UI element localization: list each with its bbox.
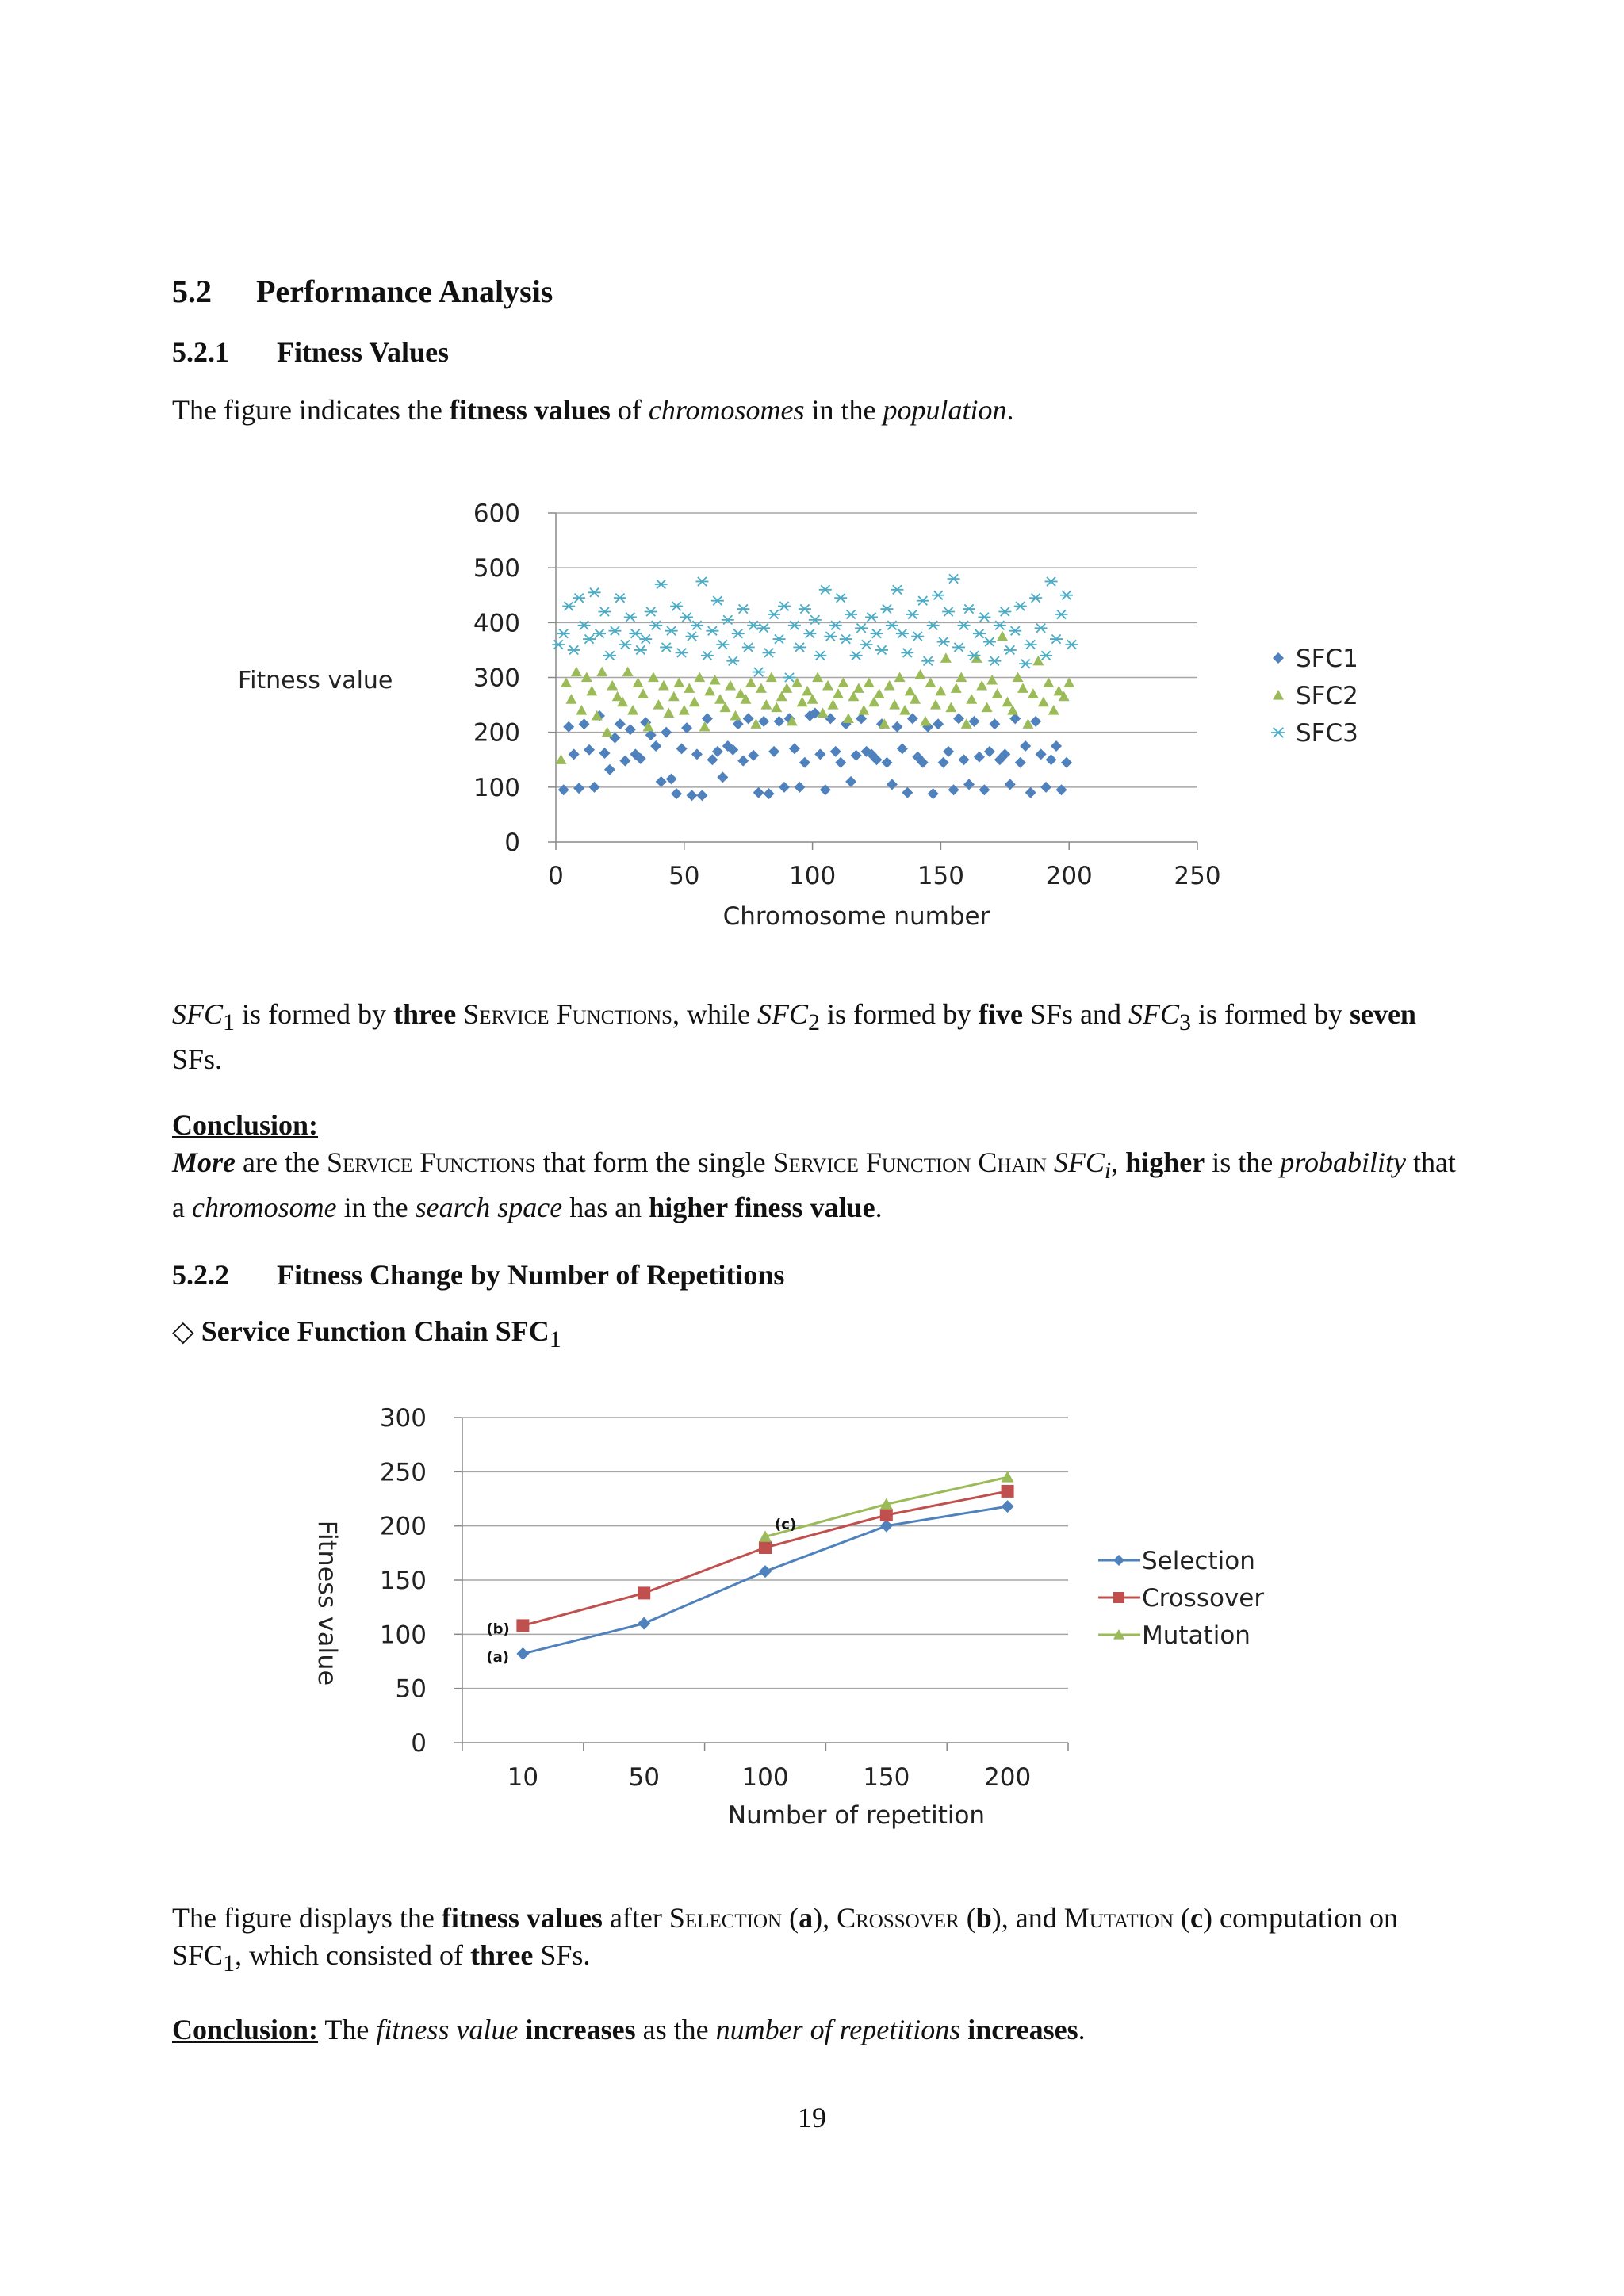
line-x-tick-label: 10 bbox=[507, 1763, 539, 1792]
line-y-tick-label: 300 bbox=[379, 1404, 427, 1433]
line-point bbox=[638, 1617, 650, 1630]
line-point bbox=[516, 1647, 529, 1660]
line-x-tick-label: 200 bbox=[984, 1763, 1032, 1792]
line-y-tick-label: 0 bbox=[411, 1729, 427, 1758]
conclusion-label: Conclusion: bbox=[172, 1109, 319, 1141]
page-number: 19 bbox=[798, 2102, 826, 2133]
subsection-number: 5.2.1 bbox=[172, 336, 229, 368]
conclusion-paragraph-2: Conclusion: The fitness value increases as the number of repetitions increases. bbox=[172, 2014, 1086, 2045]
scatter-y-tick-label: 600 bbox=[473, 499, 520, 528]
subsection-title: Fitness Change by Number of Repetitions bbox=[277, 1259, 785, 1291]
legend-label-mutation: Mutation bbox=[1142, 1621, 1251, 1650]
scatter-x-axis-label: Chromosome number bbox=[722, 902, 990, 931]
scatter-y-tick-label: 0 bbox=[504, 828, 520, 857]
legend-label-crossover: Crossover bbox=[1142, 1584, 1265, 1613]
scatter-x-tick-label: 150 bbox=[917, 862, 964, 890]
line-x-axis-label: Number of repetition bbox=[727, 1801, 986, 1830]
line-legend bbox=[1098, 1547, 1264, 1650]
subsection-number: 5.2.2 bbox=[172, 1259, 229, 1291]
legend-marker-crossover bbox=[1113, 1592, 1124, 1603]
line-x-tick-label: 100 bbox=[741, 1763, 789, 1792]
conclusion-label: Conclusion: bbox=[172, 2014, 319, 2045]
line-point bbox=[880, 1520, 893, 1533]
line-y-tick-label: 250 bbox=[379, 1458, 427, 1487]
legend-label-selection: Selection bbox=[1142, 1547, 1255, 1575]
figure2-description-paragraph: The figure displays the fitness values after Selection (a), Crossover (b), and Mutation (c) computation on $SFC_1$, which consisted of three SFs. bbox=[172, 1902, 1398, 1977]
scatter-y-tick-label: 100 bbox=[473, 773, 520, 802]
scatter-y-axis-label: Fitness value bbox=[238, 667, 393, 695]
legend-label-sfc1: SFC1 bbox=[1296, 645, 1358, 673]
line-y-axis-label: Fitness value bbox=[312, 1520, 343, 1686]
line-point bbox=[880, 1509, 893, 1521]
legend-label-sfc3: SFC3 bbox=[1296, 719, 1358, 748]
line-point bbox=[1002, 1500, 1014, 1513]
line-point bbox=[638, 1586, 650, 1599]
scatter-y-tick-label: 400 bbox=[473, 609, 520, 638]
conclusion-paragraph-1: Conclusion: More are the Service Functions that form the single Service Function Chain $SFC_i$, higher is the probability that a chromosome in the search space has an higher finess value. bbox=[172, 1109, 1456, 1224]
line-point bbox=[1002, 1485, 1014, 1498]
scatter-x-tick-label: 0 bbox=[548, 862, 564, 890]
scatter-x-tick-label: 100 bbox=[789, 862, 837, 890]
scatter-y-tick-label: 500 bbox=[473, 554, 520, 584]
sfc-description-paragraph: $SFC_1$ is formed by three Service Functions, while $SFC_2$ is formed by five SFs and $SFC_3$ is formed by seven SFs. bbox=[172, 998, 1416, 1076]
scatter-x-tick-label: 200 bbox=[1045, 862, 1093, 890]
diamond-icon: ◇ bbox=[172, 1315, 194, 1347]
line-y-tick-label: 200 bbox=[379, 1512, 427, 1541]
subsection-title: Fitness Values bbox=[277, 336, 450, 368]
line-path-crossover bbox=[523, 1491, 1007, 1625]
line-point bbox=[759, 1541, 772, 1554]
scatter-y-tick-label: 200 bbox=[473, 718, 520, 748]
line-y-tick-label: 150 bbox=[379, 1567, 427, 1595]
line-point bbox=[1002, 1471, 1014, 1482]
sfc1-heading: ◇ Service Function Chain $SFC_1$ bbox=[172, 1315, 561, 1353]
line-axes bbox=[380, 1404, 1068, 1792]
line-y-tick-label: 100 bbox=[379, 1621, 427, 1650]
line-annotation-label: (c) bbox=[775, 1516, 797, 1533]
legend-label-sfc2: SFC2 bbox=[1296, 682, 1358, 710]
line-series bbox=[516, 1471, 1013, 1660]
intro-paragraph: The figure indicates the fitness values of chromosomes in the population. bbox=[172, 394, 1014, 426]
line-series-crossover bbox=[516, 1485, 1013, 1632]
line-x-tick-label: 50 bbox=[628, 1763, 660, 1792]
line-point bbox=[759, 1565, 772, 1578]
scatter-y-tick-label: 300 bbox=[473, 664, 520, 693]
scatter-x-tick-label: 250 bbox=[1174, 862, 1221, 890]
line-annotation-label: (a) bbox=[486, 1648, 510, 1666]
line-annotation-label: (b) bbox=[486, 1621, 510, 1638]
line-y-tick-label: 50 bbox=[395, 1674, 427, 1704]
line-x-tick-label: 150 bbox=[863, 1763, 910, 1792]
scatter-x-tick-label: 50 bbox=[668, 862, 700, 890]
line-point bbox=[516, 1619, 529, 1632]
legend-marker-selection bbox=[1113, 1555, 1124, 1566]
section-title: Performance Analysis bbox=[256, 274, 553, 309]
section-number: 5.2 bbox=[172, 274, 212, 309]
